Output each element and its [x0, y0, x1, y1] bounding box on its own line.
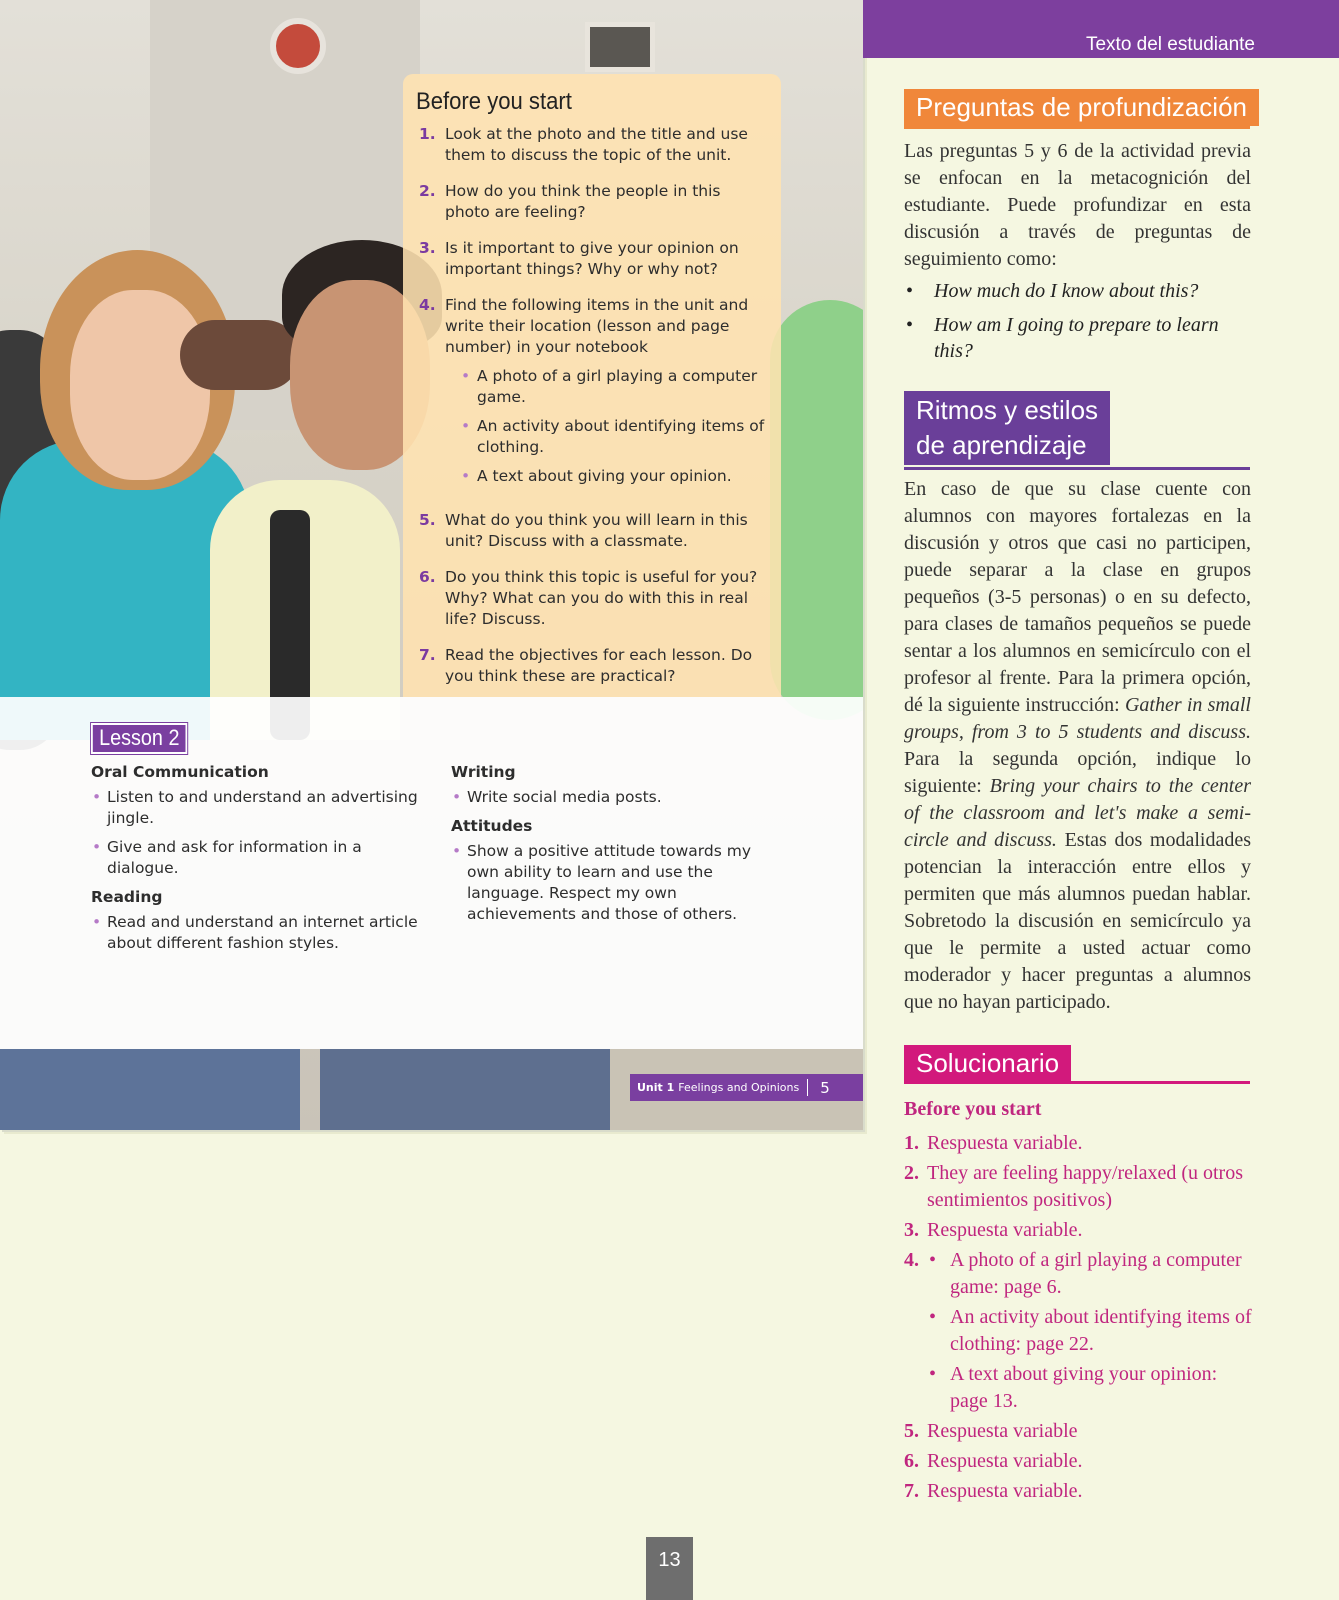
reading-list: [91, 912, 421, 954]
solucionario-subheading: Before you start: [904, 1098, 1042, 1120]
answer-number: 1.: [904, 1132, 919, 1154]
list-item: • Listen to and understand an advertising jingle.: [91, 787, 421, 829]
question-item: [416, 238, 769, 280]
question-body: [445, 124, 769, 166]
question-number: 4.: [419, 296, 436, 314]
student-page: [0, 0, 863, 1130]
question-text: Find the following items in the unit and write their location (lesson and page number) in your notebook: [445, 296, 749, 356]
answer-item: [904, 1160, 1252, 1214]
answer-sublist: [927, 1247, 1252, 1415]
list-item: • A text about giving your opinion: page 13.: [927, 1361, 1252, 1415]
ritmos-body: [904, 476, 1251, 1016]
list-item: • A photo of a girl playing a computer game: page 6.: [927, 1247, 1252, 1301]
answer-list: [904, 1130, 1252, 1508]
question-number: 3.: [419, 239, 436, 257]
solucionario-heading: Solucionario: [904, 1045, 1071, 1082]
ritmos-heading-line-2: de aprendizaje: [916, 430, 1087, 460]
question-body: [445, 567, 769, 630]
writing-heading: Writing: [451, 763, 516, 781]
question-item: [416, 510, 769, 552]
ritmos-heading-block: [904, 391, 1110, 465]
answer-number: 5.: [904, 1420, 919, 1442]
question-number: 1.: [419, 125, 436, 143]
question-item: [416, 645, 769, 687]
reading-heading: Reading: [91, 888, 163, 906]
question-item: [416, 295, 769, 495]
question-list: [416, 124, 769, 687]
student-page-number: 5: [820, 1078, 830, 1097]
answer-item: [904, 1217, 1252, 1244]
answer-text: Respuesta variable.: [927, 1480, 1083, 1502]
footer-divider: [807, 1079, 808, 1096]
answer-item: [904, 1247, 1252, 1415]
answer-text: They are feeling happy/relaxed (u otros sentimientos positivos): [927, 1162, 1243, 1211]
preguntas-list: [904, 278, 1251, 372]
ritmos-body-part-1: En caso de que su clase cuente con alumnos con mayores fortalezas en la discusión y otros que casi no participen, puede separar a la clase en grupos pequeños (3-5 personas) o en su defecto, para clases de tamaños pequeños se puede sentar a los alumnos en semicírculo con el profesor al frente. Para la primera opción, dé la siguiente instrucción:: [904, 478, 1251, 716]
answer-item: [904, 1130, 1252, 1157]
list-item: • Show a positive attitude towards my own ability to learn and use the language. Respect my own achievements and those of others.: [451, 841, 756, 925]
list-item: • An activity about identifying items of clothing.: [461, 416, 769, 458]
question-item: [416, 567, 769, 630]
answer-item: [904, 1448, 1252, 1475]
solucionario-heading-block: [904, 1045, 1071, 1082]
list-item: • How am I going to prepare to learn this?: [904, 312, 1251, 364]
preguntas-heading: Preguntas de profundización: [904, 89, 1259, 126]
list-item: • Read and understand an internet article about different fashion styles.: [91, 912, 421, 954]
answer-number: 6.: [904, 1450, 919, 1472]
ritmos-instruction-2: Bring your chairs to the center of the classroom and let's make a semi-circle and discuss.: [904, 775, 1251, 851]
attitudes-list: [451, 841, 756, 925]
heading-rule: [904, 467, 1250, 470]
page-number: 13: [646, 1537, 693, 1600]
heading-rule: [904, 1081, 1250, 1084]
unit-title: Feelings and Opinions: [678, 1081, 800, 1094]
answer-text: Respuesta variable.: [927, 1219, 1083, 1241]
unit-number: Unit 1: [637, 1081, 675, 1094]
oral-communication-list: [91, 787, 421, 879]
answer-number: 4.: [904, 1249, 919, 1271]
question-body: [445, 295, 769, 495]
list-item: • Write social media posts.: [451, 787, 756, 808]
question-item: [416, 124, 769, 166]
ritmos-heading: [904, 391, 1110, 465]
lesson-badge: Lesson 2: [91, 723, 188, 754]
answer-number: 3.: [904, 1219, 919, 1241]
header-label: Texto del estudiante: [1085, 34, 1255, 55]
question-text: Is it important to give your opinion on important things? Why or why not?: [445, 239, 739, 278]
preguntas-body: Las preguntas 5 y 6 de la actividad previa se enfocan en la metacognición del estudiante. Puede profundizar en esta discusión a través de preguntas de seguimiento como:: [904, 140, 1251, 270]
question-number: 5.: [419, 511, 436, 529]
question-item: [416, 181, 769, 223]
ritmos-instruction-1: Gather in small groups, from 3 to 5 students and discuss.: [904, 694, 1251, 743]
heading-rule: [904, 126, 1250, 129]
answer-text: Respuesta variable.: [927, 1132, 1083, 1154]
question-body: [445, 181, 769, 223]
question-body: [445, 238, 769, 280]
question-body: [445, 645, 769, 687]
unit-footer: [630, 1074, 863, 1101]
question-text: Do you think this topic is useful for you? Why? What can you do with this in real life? Discuss.: [445, 568, 758, 628]
list-item: • An activity about identifying items of clothing: page 22.: [927, 1304, 1252, 1358]
list-item: • A text about giving your opinion.: [461, 466, 769, 487]
answer-item: [904, 1418, 1252, 1445]
preguntas-heading-block: [904, 89, 1259, 126]
lesson-column-right: [451, 762, 756, 933]
attitudes-heading: Attitudes: [451, 817, 533, 835]
writing-list: [451, 787, 756, 808]
question-body: [445, 510, 769, 552]
ritmos-heading-line-1: Ritmos y estilos: [916, 395, 1099, 425]
ritmos-body-part-3: Estas dos modalidades potencian la interacción entre ellos y permiten que más alumnos puedan hablar. Sobretodo la discusión en semicírculo ya que le permite a usted actuar como moderador y hacer preguntas a alumnos que no hayan participado.: [904, 829, 1251, 1013]
wall-sign: [585, 22, 655, 72]
answer-item: [904, 1478, 1252, 1505]
answer-text: Respuesta variable: [927, 1420, 1078, 1442]
answer-number: 2.: [904, 1162, 919, 1184]
list-item: • Give and ask for information in a dialogue.: [91, 837, 421, 879]
question-text: Read the objectives for each lesson. Do you think these are practical?: [445, 646, 753, 685]
list-item: • How much do I know about this?: [904, 278, 1251, 304]
list-item: • A photo of a girl playing a computer game.: [461, 366, 769, 408]
question-text: How do you think the people in this photo are feeling?: [445, 182, 721, 221]
lesson-column-left: [91, 762, 421, 962]
answer-number: 7.: [904, 1480, 919, 1502]
question-sublist: [445, 366, 769, 487]
header-bar: [863, 0, 1339, 58]
oral-communication-heading: Oral Communication: [91, 763, 269, 781]
question-text: Look at the photo and the title and use them to discuss the topic of the unit.: [445, 125, 748, 164]
question-number: 6.: [419, 568, 436, 586]
question-text: What do you think you will learn in this unit? Discuss with a classmate.: [445, 511, 748, 550]
before-you-start-box: [403, 74, 781, 697]
fire-alarm: [270, 18, 326, 74]
before-you-start-title: Before you start: [416, 88, 572, 115]
ritmos-body-part-2: Para la segunda opción, indique lo siguiente:: [904, 748, 1251, 797]
answer-text: Respuesta variable.: [927, 1450, 1083, 1472]
question-number: 7.: [419, 646, 436, 664]
question-number: 2.: [419, 182, 436, 200]
